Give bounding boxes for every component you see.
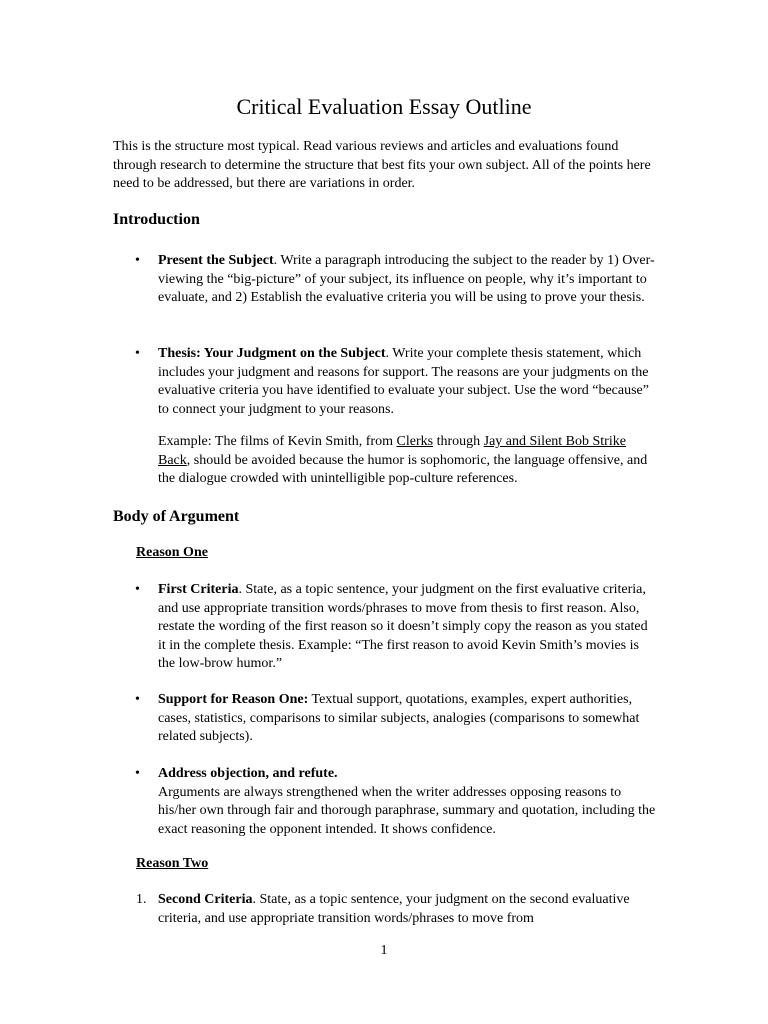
page-title: Critical Evaluation Essay Outline [236,94,532,119]
bullet-icon: • [135,766,140,781]
page-number: 1 [380,943,388,958]
item-text: Textual support, quotations, examples, expert authorities, cases, statistics, comparisons to similar subjects, analogies (comparisons to somewhat related subjects). [158,692,640,744]
item-lead: Support for Reason One: [158,692,309,707]
bullet-icon: • [135,692,140,707]
film-title-clerks: Clerks [396,434,434,449]
item-lead: First Criteria [158,582,239,597]
item-lead: Present the Subject [158,253,274,268]
bullet-icon: • [135,582,140,597]
example-middle: through [433,434,484,449]
list-item-first-criteria [135,581,658,674]
section-heading-body-of-argument: Body of Argument [113,508,240,525]
bullet-icon: • [135,346,140,361]
example-prefix: Example: The films of Kevin Smith, from [158,434,397,449]
example-suffix: , should be avoided because the humor is sophomoric, the language offensive, and the dialogue crowded with unintelligible pop-culture references. [158,452,648,486]
example-paragraph [158,433,648,489]
list-item-support-reason-one [135,691,658,747]
item-text: . State, as a topic sentence, your judgment on the first evaluative criteria, and use appropriate transition words/phrases to move from thesis to first reason. Also, restate the wording of the first reason so it doesn’t simply copy the reason as you stated it in the complete thesis. Example: “The first reason to avoid Kevin Smith’s movies is the low-brow humor.” [158,582,648,671]
section-heading-introduction: Introduction [113,211,200,228]
film-title-jay-and-silent-bob: Jay and Silent Bob Strike Back [158,434,626,468]
item-text: . Write a paragraph introducing the subject to the reader by 1) Over-viewing the “big-picture” of your subject, its influence on people, why it’s important to evaluate, and 2) Establish the evaluative criteria you will be using to prove your thesis. [158,253,655,305]
item-lead: Second Criteria [158,892,253,907]
bullet-icon: • [135,253,140,268]
list-item-second-criteria [136,891,658,928]
item-lead: Thesis: Your Judgment on the Subject [158,346,386,361]
item-lead: Address objection, and refute. [158,766,338,781]
item-text: . State, as a topic sentence, your judgment on the second evaluative criteria, and use appropriate transition words/phrases to move from [158,892,630,926]
list-number: 1. [136,892,147,907]
subheading-reason-two: Reason Two [136,856,209,871]
item-text: . Write your complete thesis statement, which includes your judgment and reasons for support. The reasons are your judgments on the evaluative criteria you have identified to evaluate your subject. Use the word “because” to connect your judgment to your reasons. [158,346,649,417]
list-item-address-objection [135,765,658,839]
subheading-reason-one: Reason One [136,545,208,560]
list-item-present-subject [135,252,658,308]
item-text: Arguments are always strengthened when the writer addresses opposing reasons to his/her own through fair and thorough paraphrase, summary and quotation, including the exact reasoning the opponent intended. It shows confidence. [158,784,656,837]
intro-paragraph: This is the structure most typical. Read various reviews and articles and evaluations found through research to determine the structure that best fits your own subject. All of the points here need to be addressed, but there are variations in order. [113,139,651,191]
list-item-thesis [135,345,658,419]
